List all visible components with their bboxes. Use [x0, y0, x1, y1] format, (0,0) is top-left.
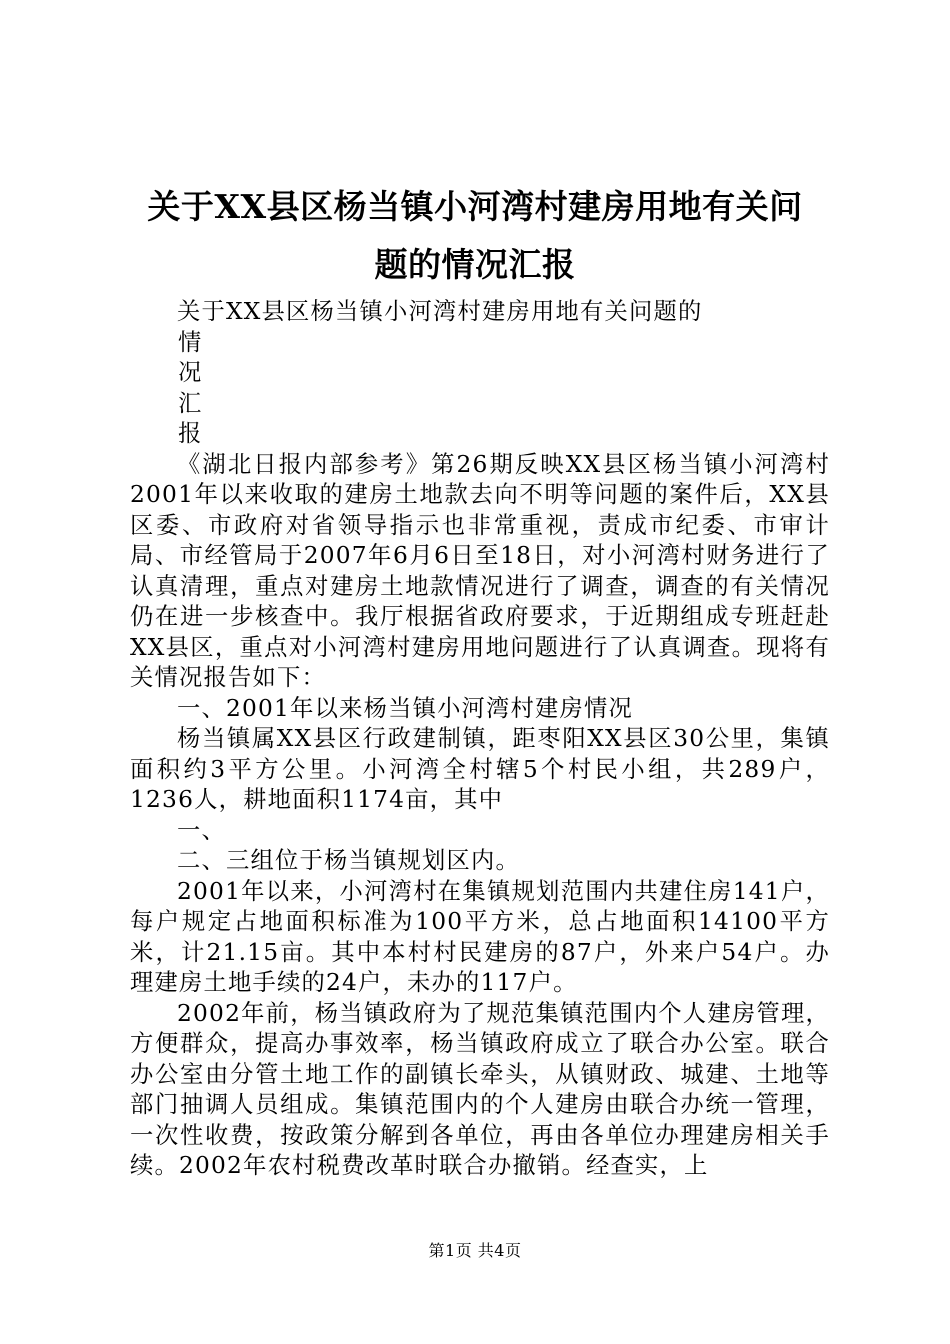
page-footer: 第1页 共4页: [428, 1241, 522, 1260]
body-paragraph: 《湖北日报内部参考》第26期反映XX县区杨当镇小河湾村2001年以来收取的建房土地款去向不明等问题的案件后，XX县区委、市政府对省领导指示也非常重视，责成市纪委、市审计局、市经管局于2007年6月6日至18日，对小河湾村财务进行了认真清理，重点对建房土地款情况进行了调查，调查的有关情况仍在进一步核查中。我厅根据省政府要求，于近期组成专班赶赴XX县区，重点对小河湾村建房用地问题进行了认真调查。现将有关情况报告如下：: [130, 450, 830, 691]
section-heading: 一、2001年以来杨当镇小河湾村建房情况: [177, 694, 634, 722]
subtitle-char: 情: [178, 328, 203, 356]
body-paragraph: 杨当镇属XX县区行政建制镇，距枣阳XX县区30公里，集镇面积约3平方公里。小河湾全村辖5个村民小组，共289户，1236人，耕地面积1174亩，其中: [130, 725, 830, 813]
body-paragraph: 一、: [177, 816, 226, 844]
subtitle-char: 报: [178, 420, 203, 447]
document-title-line-2: 题的情况汇报: [374, 245, 576, 284]
subtitle-char: 况: [178, 359, 203, 386]
document-title-line-1: 关于XX县区杨当镇小河湾村建房用地有关问: [147, 187, 803, 226]
body-paragraph: 2001年以来，小河湾村在集镇规划范围内共建住房141户，每户规定占地面积标准为100平方米，总占地面积14100平方米，计21.15亩。其中本村村民建房的87户，外来户54户。办理建房土地手续的24户，未办的117户。: [130, 877, 830, 996]
subtitle-char: 汇: [178, 389, 203, 417]
body-paragraph: 二、三组位于杨当镇规划区内。: [177, 847, 520, 874]
document-body: [130, 297, 830, 1182]
subtitle-paragraph: 关于XX县区杨当镇小河湾村建房用地有关问题的: [177, 298, 703, 325]
body-paragraph: 2002年前，杨当镇政府为了规范集镇范围内个人建房管理，方便群众，提高办事效率，杨当镇政府成立了联合办公室。联合办公室由分管土地工作的副镇长牵头，从镇财政、城建、土地等部门抽调人员组成。集镇范围内的个人建房由联合办统一管理，一次性收费，按政策分解到各单位，再由各单位办理建房相关手续。2002年农村税费改革时联合办撤销。经查实，上: [130, 999, 830, 1179]
